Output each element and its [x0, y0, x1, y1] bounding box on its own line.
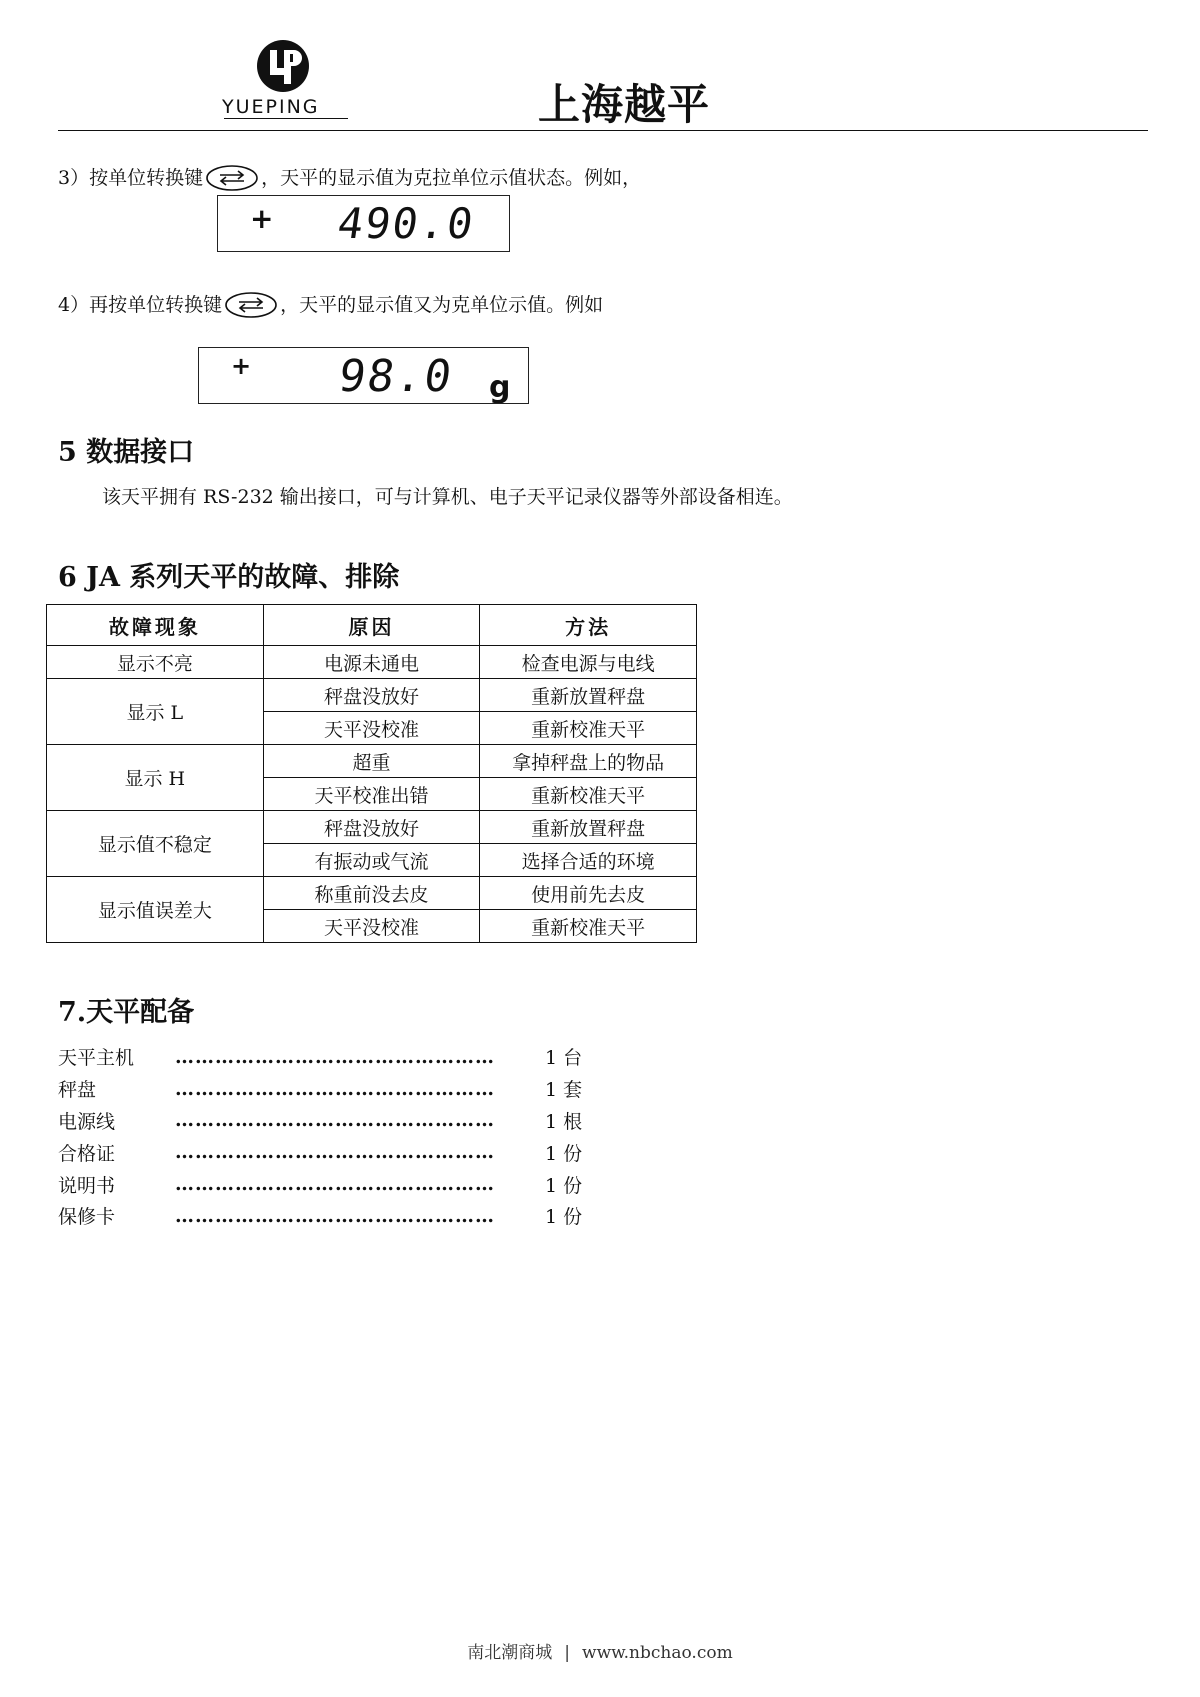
list-item [58, 1073, 618, 1105]
dot-leader: ………………………………………… [175, 1204, 495, 1227]
fix-cell: 重新放置秤盘 [480, 679, 697, 712]
accessory-quantity: 1 份 [545, 1174, 583, 1197]
accessory-quantity: 1 份 [545, 1206, 583, 1229]
unit-switch-key-icon [205, 164, 259, 192]
fault-table [46, 604, 697, 943]
cause-cell: 超重 [263, 745, 480, 778]
symptom-cell: 显示不亮 [47, 646, 264, 679]
symptom-cell: 显示 L [47, 679, 264, 745]
unit-switch-key-icon [224, 291, 278, 319]
page-footer [0, 1638, 1200, 1663]
header-symptom: 故障现象 [47, 605, 264, 646]
table-row [47, 646, 697, 679]
header-fix: 方法 [480, 605, 697, 646]
accessory-name: 保修卡 [58, 1206, 116, 1229]
accessory-quantity: 1 台 [545, 1047, 583, 1070]
section-5-title: 5 数据接口 [58, 437, 195, 468]
dot-leader: ………………………………………… [175, 1141, 495, 1164]
cause-cell: 天平没校准 [263, 910, 480, 943]
accessory-name: 电源线 [58, 1110, 116, 1133]
accessory-name: 天平主机 [58, 1047, 135, 1070]
list-item [58, 1168, 618, 1200]
cause-cell: 称重前没去皮 [263, 877, 480, 910]
table-row [47, 745, 697, 778]
fix-cell: 重新放置秤盘 [480, 811, 697, 844]
footer-site-name: 南北潮商城 [467, 1643, 553, 1663]
step-4-pre-text: 再按单位转换键 [89, 294, 223, 316]
display-sign: + [250, 202, 274, 235]
brand-underline [224, 118, 348, 119]
yueping-logo-icon [218, 38, 348, 98]
step-4-number: 4） [58, 294, 90, 316]
cause-cell: 有振动或气流 [263, 844, 480, 877]
list-item [58, 1136, 618, 1168]
brand-name: YUEPING [222, 96, 320, 118]
footer-url-link[interactable]: www.nbchao.com [582, 1643, 733, 1663]
accessory-quantity: 1 根 [545, 1110, 583, 1133]
fix-cell: 拿掉秤盘上的物品 [480, 745, 697, 778]
step-4-post-text: ，天平的显示值又为克单位示值。例如 [280, 294, 604, 316]
accessory-quantity: 1 份 [545, 1142, 583, 1165]
accessory-name: 秤盘 [58, 1079, 97, 1102]
display-value: 98.0 [335, 351, 457, 402]
step-3-pre-text: 按单位转换键 [89, 167, 204, 189]
accessory-quantity: 1 套 [545, 1079, 583, 1102]
fix-cell: 重新校准天平 [480, 910, 697, 943]
step-3-text [58, 164, 641, 192]
cause-cell: 天平没校准 [263, 712, 480, 745]
fix-cell: 重新校准天平 [480, 712, 697, 745]
list-item [58, 1200, 618, 1232]
display-unit: g [489, 370, 511, 404]
symptom-cell: 显示值不稳定 [47, 811, 264, 877]
table-row [47, 877, 697, 910]
dot-leader: ………………………………………… [175, 1173, 495, 1196]
fix-cell: 重新校准天平 [480, 778, 697, 811]
cause-cell: 秤盘没放好 [263, 679, 480, 712]
header-cause: 原因 [263, 605, 480, 646]
footer-separator: | [564, 1643, 571, 1663]
header-divider [58, 130, 1148, 131]
display-value: 490.0 [334, 199, 478, 248]
table-row [47, 811, 697, 844]
accessory-name: 合格证 [58, 1142, 116, 1165]
section-6-title: 6 JA 系列天平的故障、排除 [58, 562, 400, 593]
cause-cell: 秤盘没放好 [263, 811, 480, 844]
cause-cell: 天平校准出错 [263, 778, 480, 811]
dot-leader: ………………………………………… [175, 1077, 495, 1100]
accessory-list [58, 1041, 618, 1232]
accessory-name: 说明书 [58, 1174, 116, 1197]
step-4-text [58, 291, 603, 319]
list-item [58, 1041, 618, 1073]
step-3-number: 3） [58, 167, 90, 189]
symptom-cell: 显示值误差大 [47, 877, 264, 943]
company-name: 上海越平 [538, 80, 711, 129]
display-sign: + [231, 352, 252, 380]
step-3-post-text: ，天平的显示值为克拉单位示值状态。例如， [261, 167, 642, 189]
fix-cell: 检查电源与电线 [480, 646, 697, 679]
fault-table-header [47, 605, 697, 646]
fix-cell: 选择合适的环境 [480, 844, 697, 877]
section-5-body: 该天平拥有 RS-232 输出接口，可与计算机、电子天平记录仪器等外部设备相连。 [102, 486, 793, 508]
cause-cell: 电源未通电 [263, 646, 480, 679]
section-7-title: 7.天平配备 [58, 997, 195, 1028]
table-row [47, 679, 697, 712]
dot-leader: ………………………………………… [175, 1109, 495, 1132]
display-readout-carat [217, 195, 510, 252]
fix-cell: 使用前先去皮 [480, 877, 697, 910]
dot-leader: ………………………………………… [175, 1045, 495, 1068]
list-item [58, 1105, 618, 1137]
symptom-cell: 显示 H [47, 745, 264, 811]
display-readout-gram [198, 347, 529, 404]
